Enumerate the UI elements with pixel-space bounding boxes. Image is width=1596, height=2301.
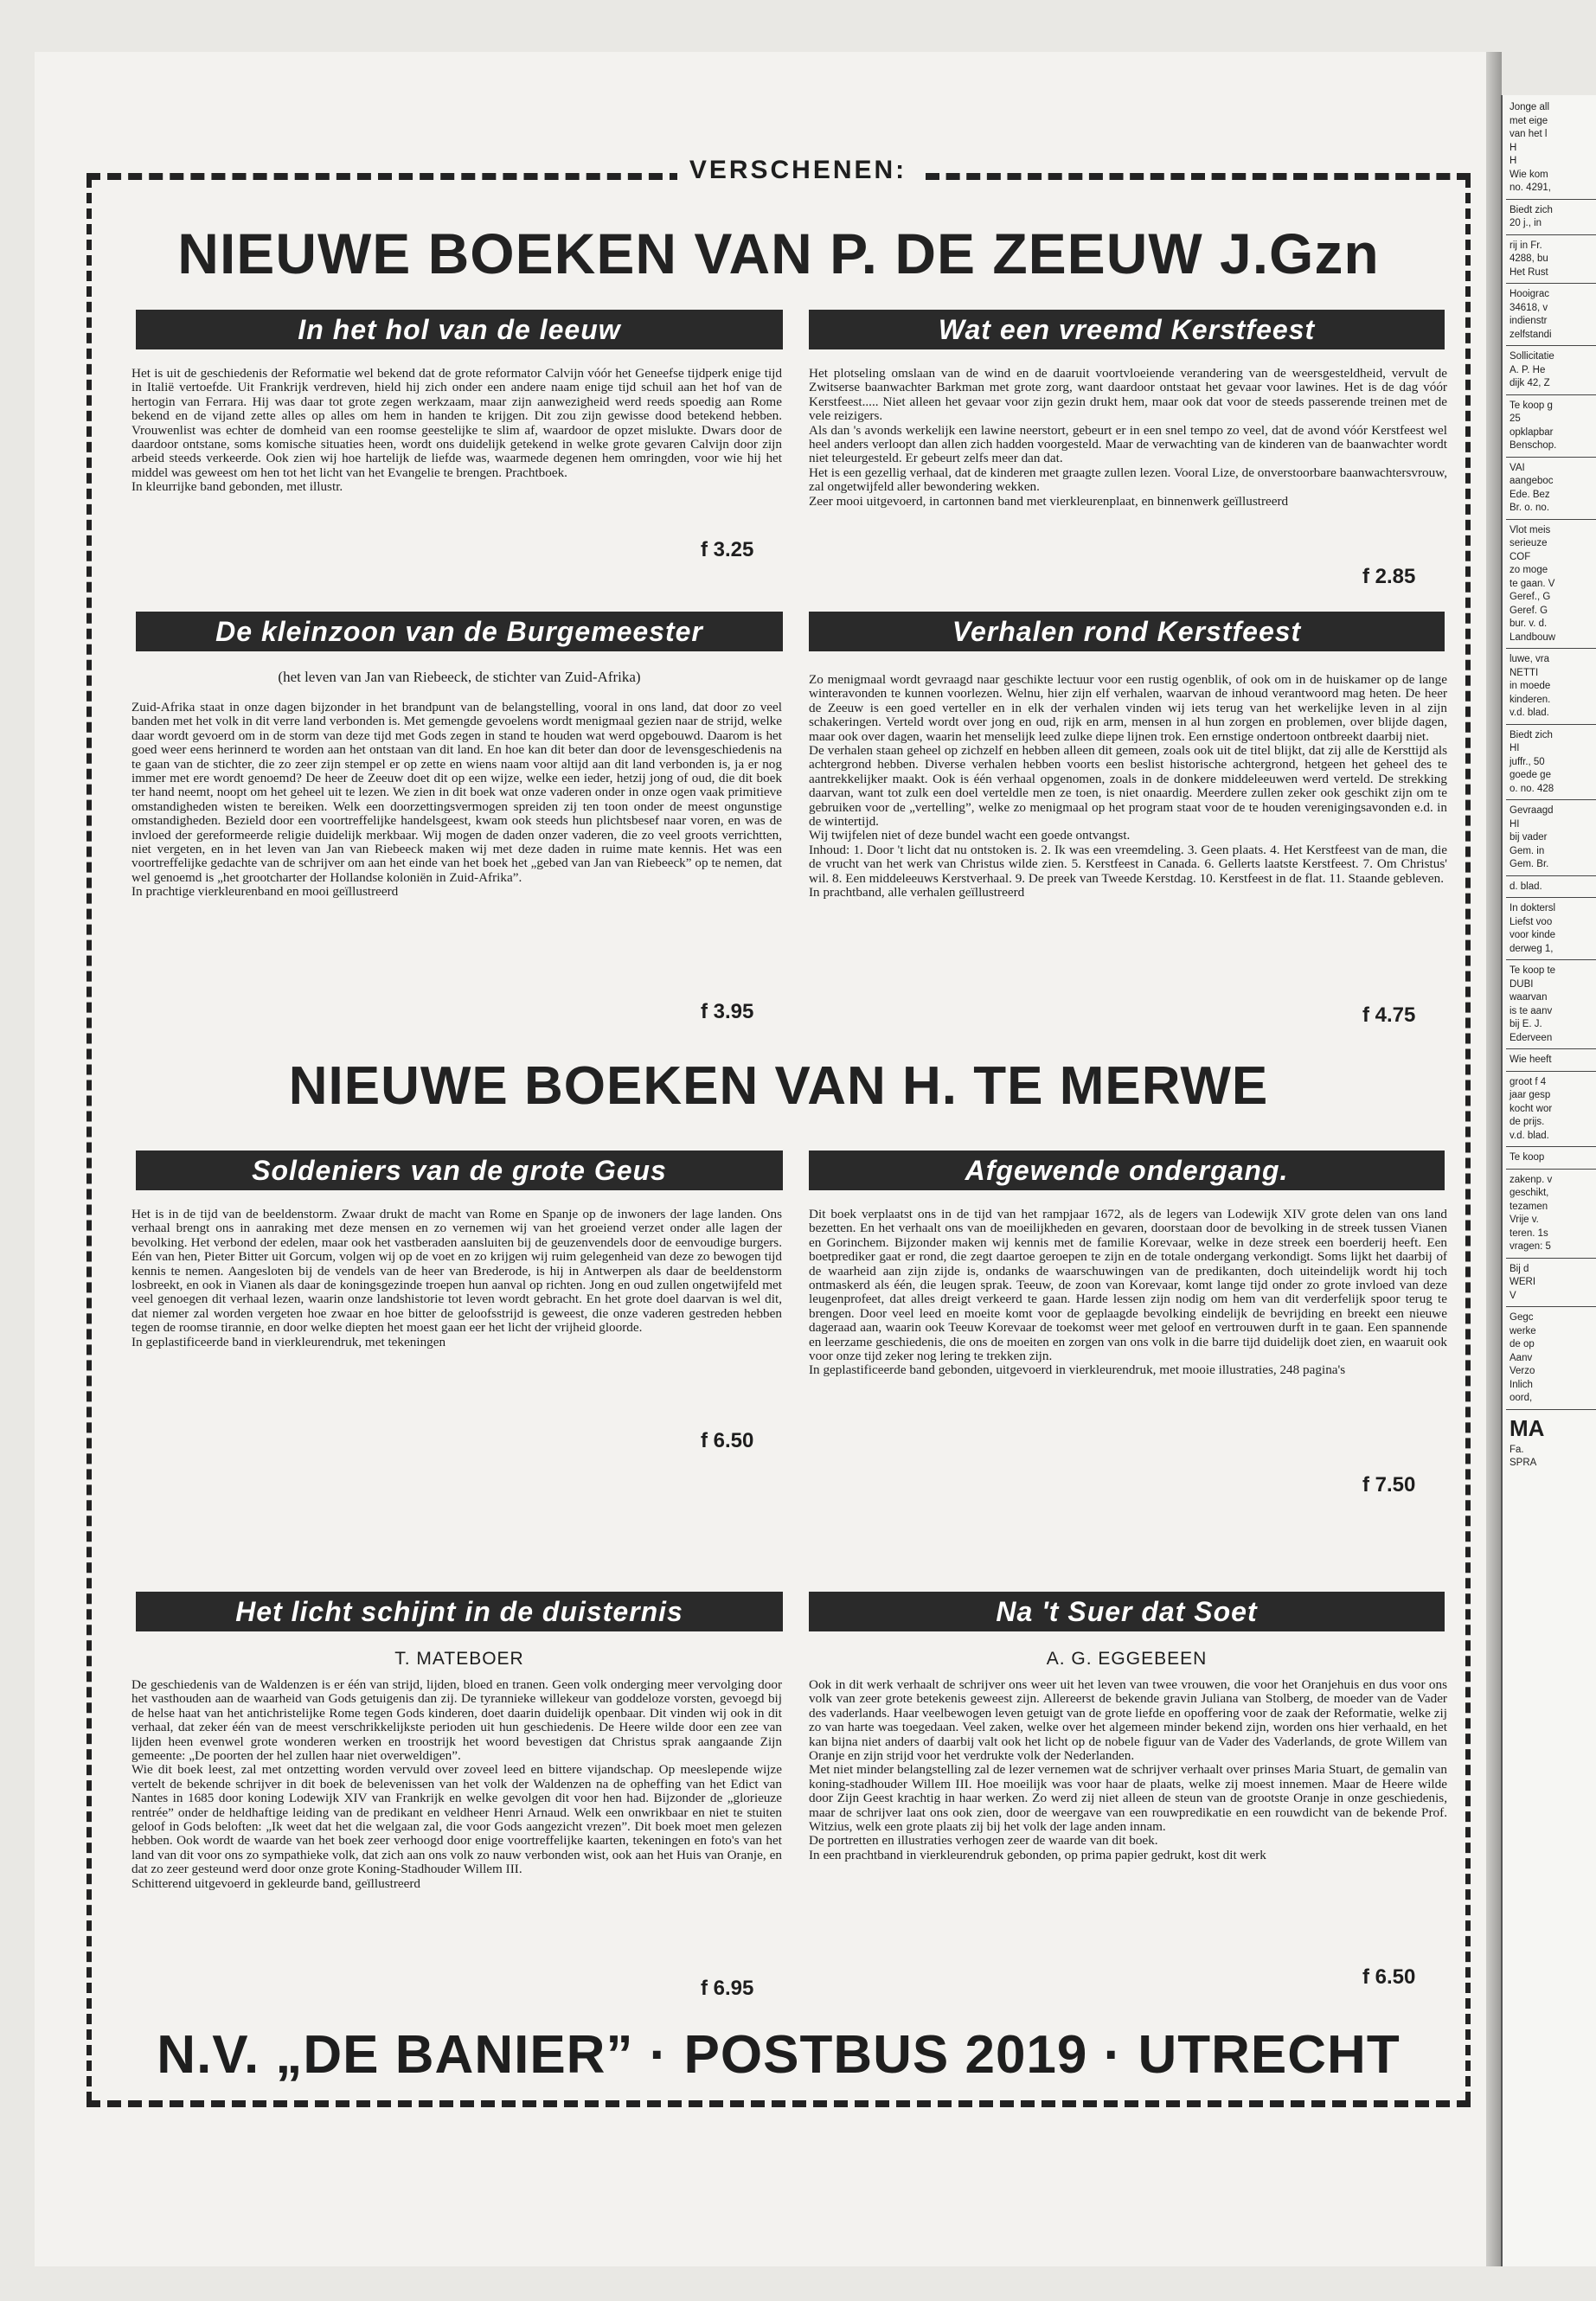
book-text-verhalen-kerstfeest: Zo menigmaal wordt gevraagd naar geschikte lectuur voor een rustig ogenblik, of ook om in de huiskamer op de lange winteravonden te kunnen voorlezen. Welnu, hier zijn elf verhalen, waarvan de inhoud verantwoord mag heten. De heer de Zeeuw is een goed verteller en in elk der verhalen vinden wij iets terug van het werkelijke leven in al zijn schakeringen. Verteld wordt over jong en oud, rijk en arm, mensen in al hun zorgen en problemen, over blijde dagen, maar ook over dagen, waarin het menselijk leed zulke diepe lijnen trok. Een ernstige ondertoon ontbreekt daarbij niet. De verhalen staan geheel op zichzelf en hebben alleen dit gemeen, zoals ook uit de titel blijkt, dat zij alle de Kersttijd als achtergrond hebben. Diverse verhalen hebben voorts een beslist historische achtergrond, hetgeen het geheel des te aantrekkelijker maakt. Ook is één verhaal opgenomen, zoals in de donkere middeleeuwen werd verteld. De strekking daarvan, want tot zulk een doel verteldle men ze toen, is niet onaardig. Meerdere zullen zeker ook geschikt zijn om te gebruiken voor de „vertelling”, welke zo menigmaal op het program staat voor de te houden verenigingsavonden e.d. in de wintertijd. Wij twijfelen niet of deze bundel wacht een goede ontvangst. Inhoud: 1. Door 't licht dat nu ontstoken is. 2. Ik was een vreemdeling. 3. Geen plaats. 4. Het Kerstfeest van de man, die de vrucht van het werk van Christus wilde zien. 5. Kerstfeest in Canada. 6. Gellerts laatste Kerstfeest. 7. Om Christus' wil. 8. Een middeleeuws Kerstverhaal. 9. De preek van Tweede Kerstdag. 10. Kerstfeest in de flat. 11. Staande gebleven. In prachtband, alle verhalen geïllustreerd — [809, 672, 1447, 901]
book-text-in-het-hol: Het is uit de geschiedenis der Reformatie wel bekend dat de grote reformator Calvijn vóór het Geneefse tijdperk enige tijd in Italië vertoefde. Uit Frankrijk verdreven, hield hij zich onder een andere naam enige tijd schuil aan het hof van de hertogin van Ferrara. Hij was daar tot grote zegen werkzaam, maar zijn aanwezigheid werd reeds spoedig aan Rome bekend en de vijand zette alles op alles om hem in handen te krijgen. Dit zou zijn gewisse dood betekend hebben. Vrouwenlist was echter de domheid van een roomse geestelijke te slim af, waardoor de opzet mislukte. Dwars door de daardoor ontstane, soms komische situaties heen, wordt ons duidelijk getekend in welke grote gevaren Calvijn door zijn arbeid steeds verkeerde. Ook zien wij hoe hartelijk de liefde was, waarmede degenen hem omringden, voor wie hij het middel was geweest om hen tot het licht van het Evangelie te brengen. Prachtboek. In kleurrijke band gebonden, met illustr. — [131, 366, 782, 495]
book-title-het-licht: Het licht schijnt in de duisternis — [136, 1592, 783, 1631]
title-de-zeeuw: NIEUWE BOEKEN VAN P. DE ZEEUW J.Gzn — [177, 221, 1380, 285]
strip-line: v.d. blad. — [1509, 708, 1549, 718]
strip-line: van het l — [1509, 129, 1548, 139]
classifieds-strip — [1501, 95, 1596, 2266]
strip-line: is te aanv — [1509, 1005, 1553, 1016]
strip-line: 20 j., in — [1509, 218, 1542, 228]
strip-line: Geref. G — [1509, 605, 1548, 616]
strip-rule — [1506, 1146, 1596, 1147]
strip-line: bur. v. d. — [1509, 619, 1548, 629]
strip-line: kinderen. — [1509, 694, 1551, 705]
strip-line: Jonge all — [1509, 102, 1550, 112]
strip-rule — [1506, 648, 1596, 649]
strip-line: V — [1509, 1290, 1516, 1301]
strip-line: v.d. blad. — [1509, 1130, 1549, 1141]
strip-line: MA — [1509, 1414, 1545, 1441]
book-price-kleinzoon: f 3.95 — [701, 1000, 754, 1023]
strip-rule — [1506, 283, 1596, 284]
book-title-kleinzoon: De kleinzoon van de Burgemeester — [136, 612, 783, 651]
strip-line: SPRA — [1509, 1458, 1537, 1468]
strip-line: H — [1509, 156, 1517, 166]
book-title-soldeniers: Soldeniers van de grote Geus — [136, 1150, 783, 1190]
strip-line: Aanv — [1509, 1352, 1533, 1363]
strip-line: Sollicitatie — [1509, 351, 1554, 362]
strip-line: Fa. — [1509, 1444, 1524, 1455]
strip-line: Inlich — [1509, 1379, 1533, 1390]
book-price-afgewende-ondergang: f 7.50 — [1362, 1473, 1416, 1497]
strip-rule — [1506, 1409, 1596, 1410]
strip-line: in moede — [1509, 681, 1551, 691]
strip-line: tezamen — [1509, 1201, 1548, 1212]
strip-line: Gem. in — [1509, 845, 1545, 856]
strip-line: jaar gesp — [1509, 1090, 1551, 1100]
strip-line: zo moge — [1509, 565, 1548, 575]
strip-line: zakenp. v — [1509, 1174, 1553, 1185]
strip-line: Te koop g — [1509, 400, 1553, 411]
strip-line: d. blad. — [1509, 881, 1542, 892]
strip-rule — [1506, 1071, 1596, 1072]
book-text-suer-soet: Ook in dit werk verhaalt de schrijver ons weer uit het leven van twee vrouwen, die voor het Oranjehuis en dus voor ons volk van zeer grote betekenis geweest zijn. Allereerst de bekende gravin Juliana van Stolberg, de moeder van de Vader des vaderlands. Haar veelbewogen leven getuigt van de grote liefde en opoffering voor de zaak der Reformatie, welke zij zo van harte was toegedaan. Veel zaken, welke over het algemeen minder bekend zijn, worden ons hier verhaald, en het kan bijna niet anders of daarbij valt ook het licht op de nobele figuur van de Vader des Vaderlands, de grote Willem van Oranje en zijn strijd voor het verdrukte volk der Nederlanden. Met niet minder belangstelling zal de lezer vernemen wat de schrijver verhaalt over prinses Maria Stuart, de gemalin van koning-stadhouder Willem III. Hoe moeilijk was voor haar de plaats, welke zij moest innemen. Maar de Heere wilde door Zijn Geest krachtig in haar werken. Zo werd zij niet alleen de steun van de grootste Oranje in onze geschiedenis, maar de schrijver laat ons ook zien, door de weergave van een rouwpredikatie en een rouwdicht van de bekende Prof. Witzius, welk een grote plaats zij bij het volk der lage anden innam. De portretten en illustraties verhogen zeer de waarde van dit boek. In een prachtband in vierkleurendruk gebonden, op prima papier gedrukt, kost dit werk — [809, 1677, 1447, 1862]
strip-line: goede ge — [1509, 770, 1551, 780]
strip-line: opklapbar — [1509, 426, 1554, 438]
strip-line: NETTI — [1509, 667, 1539, 678]
strip-line: HI — [1509, 818, 1520, 830]
strip-rule — [1506, 1258, 1596, 1259]
strip-line: no. 4291, — [1509, 183, 1551, 193]
book-price-vreemd-kerstfeest: f 2.85 — [1362, 565, 1416, 588]
book-price-het-licht: f 6.95 — [701, 1977, 754, 2000]
strip-line: Wie kom — [1509, 169, 1548, 180]
verschenen-label: VERSCHENEN: — [0, 156, 1596, 185]
strip-line: Biedt zich — [1509, 204, 1553, 215]
strip-line: dijk 42, Z — [1509, 378, 1550, 388]
strip-line: de prijs. — [1509, 1117, 1545, 1127]
strip-rule — [1506, 1306, 1596, 1307]
strip-rule — [1506, 875, 1596, 876]
strip-line: Br. o. no. — [1509, 503, 1550, 513]
book-title-suer-soet: Na 't Suer dat Soet — [809, 1592, 1445, 1631]
book-text-soldeniers: Het is in de tijd van de beeldenstorm. Zwaar drukt de macht van Rome en Spanje op de inwoners der lage landen. Ons verhaal brengt ons in aanraking met deze mensen en zo vernemen wij van het groeiend verzet onder alle lagen der bevolking. Het verbond der edelen, maar ook het vastberaden aansluiten bij de geuzenvendels door de eenvoudige burgers. Eén van hen, Pieter Bitter uit Gorcum, volgen wij op de voet en zo krijgen wij ruim gelegenheid van deze zo bewogen tijd kennis te nemen. Aangesloten bij de vendels van de heer van Brederode, is hij in Antwerpen als daar de beeldenstorm losbreekt, en ook in Vianen als daar de koningsgezinde troepen hun aanval op richten. Jong en oud zullen ongetwijfeld met veel genoegen dit verhaal lezen, waarin onze landshistorie tot leven wordt gebracht. En het grote doel daarvan is wel dit, dat niemer zal worden vergeten hoe zwaar en hoe bitter de geloofsstrijd is geweest, die onze vaderen gestreden hebben tegen de roomse tirannie, en door welke diepten het moest gaan eer het licht der vrijheid gloorde. In geplastificeerde band in vierkleurendruk, met tekeningen — [131, 1207, 782, 1349]
strip-line: Gevraagd — [1509, 805, 1554, 816]
strip-rule — [1506, 519, 1596, 520]
strip-line: Benschop. — [1509, 440, 1557, 451]
strip-rule — [1506, 799, 1596, 800]
strip-line: Vrije v. — [1509, 1215, 1539, 1225]
strip-line: 25 — [1509, 413, 1521, 424]
strip-rule — [1506, 1169, 1596, 1170]
bottom-dash — [87, 2100, 1471, 2107]
book-title-in-het-hol: In het hol van de leeuw — [136, 310, 783, 349]
strip-line: voor kinde — [1509, 930, 1556, 940]
strip-line: HI — [1509, 743, 1520, 753]
strip-line: Wie heeft — [1509, 1054, 1552, 1065]
strip-line: H — [1509, 142, 1517, 153]
strip-line: serieuze — [1509, 538, 1548, 548]
page-fold-shadow — [1486, 52, 1502, 2266]
strip-line: bij vader — [1509, 832, 1548, 843]
strip-line: A. P. He — [1509, 364, 1546, 375]
strip-line: kocht wor — [1509, 1103, 1553, 1114]
book-text-het-licht: De geschiedenis van de Waldenzen is er één van strijd, lijden, bloed en tranen. Geen volk onderging meer vervolging door het vasthouden aan de waarheid van Gods getuigenis dan zij. De tyrannieke willekeur van goddeloze vorsten, gevoegd bij de helse haat van het antichristelijke Rome tegen Gods kinderen, doet daarin duidelijk openbaar. Dit vinden wij ook in dit verhaal, dat zeker één van de meest verschrikkelijkste perioden uit hun geschiedenis. De Heere wilde door een zee van lijden heen evenwel grote wonderen werken en troostrijk het woord bevestigen dat Christus sprak aangaande Zijn gemeente: „De poorten der hel zullen haar niet overweldigen”. Wie dit boek leest, zal met ontzetting worden vervuld over zoveel leed en bittere vijandschap. Op meeslepende wijze vertelt de bekende schrijver in dit boek de belevenissen van het volk der Waldenzen na de opheffing van het Edict van Nantes in 1685 door koning Lodewijk XIV van Frankrijk en welke gevolgen dit voor hen had. Bijzonder de „glorieuze rentrée” onder de heldhaftige leiding van de predikant en veldheer Henri Arnaud. Welk een onwrikbaar en niet te stuiten geloof in Gods beloften: „Ik weet dat het die welgaan zal, die voor Gods aangezicht vrezen”. Dit boek moet men gelezen hebben. Ook wordt de waarde van het boek zeer verhoogd door enige voortreffelijke kaarten, tekeningen en foto's van het land van dit voor ons zo sympathieke volk, dat zich aan ons volk zo nauw verbonden wist, ook aan het Huis van Oranje, en dat zo zeer gesteund werd door onze grote Koning-Stadhouder Willem III. Schitterend uitgevoerd in gekleurde band, geïllustreerd — [131, 1677, 782, 1891]
strip-line: juffr., 50 — [1509, 756, 1545, 767]
strip-line: WERI — [1509, 1277, 1536, 1287]
book-title-verhalen-kerstfeest: Verhalen rond Kerstfeest — [809, 612, 1445, 651]
book-title-vreemd-kerstfeest: Wat een vreemd Kerstfeest — [809, 310, 1445, 349]
book-title-afgewende-ondergang: Afgewende ondergang. — [809, 1150, 1445, 1190]
strip-line: groot f 4 — [1509, 1076, 1547, 1087]
strip-line: 4288, bu — [1509, 253, 1548, 264]
strip-line: Verzo — [1509, 1366, 1535, 1376]
strip-line: Geref., G — [1509, 592, 1551, 602]
strip-line: Gegc — [1509, 1312, 1534, 1323]
title-te-merwe: NIEUWE BOEKEN VAN H. TE MERWE — [288, 1056, 1269, 1116]
strip-rule — [1506, 959, 1596, 960]
strip-line: teren. 1s — [1509, 1227, 1548, 1239]
strip-line: indienstr — [1509, 316, 1548, 326]
strip-line: vragen: 5 — [1509, 1241, 1551, 1252]
strip-rule — [1506, 457, 1596, 458]
book-text-vreemd-kerstfeest: Het plotseling omslaan van de wind en de daaruit voortvloeiende verandering van de weersgesteldheid, vervult de Zwitserse baanwachter Barkman met grote zorg, want daardoor ontstaat het gevaar voor lawines. Het is de dag vóór Kerstfeest..... Niet alleen het gevaar voor zijn gezin drukt hem, maar ook dat voor de steeds passerende treinen met de vele reizigers. Als dan 's avonds werkelijk een lawine neerstort, gebeurt er in een snel tempo zo veel, dat de avond vóór Kerstfeest wel heel anders verloopt dan allen zich hadden voorgesteld. Maar de verwachting van de kinderen van de baanwachter wordt niet teleurgesteld. Er gebeurt zelfs meer dan dat. Het is een gezellig verhaal, dat de kinderen met graagte zullen lezen. Vooral Lize, de onverstoorbare baanwachtersvrouw, zal ongetwijfeld aller bewondering wekken. Zeer mooi uitgevoerd, in cartonnen band met vierkleurenplaat, en binnenwerk geïllustreerd — [809, 366, 1447, 509]
book-text-kleinzoon: Zuid-Afrika staat in onze dagen bijzonder in het brandpunt van de belangstelling, vooral in ons land, dat door zo veel banden met het volk in dit verre land verbonden is. Met gemengde gevoelens wordt menigmaal gezien naar de strijd, welke daar wordt gevoerd om in de storm van deze tijd met Gods zegen in stand te houden wat werd opgebouwd. Daarom is het goed weer eens herinnerd te worden aan het ontstaan van dit land. En hoe kan dit beter dan door de levensgeschiedenis na te gaan van de stichter, die zo zeer zijn stempel er op zette en wiens naam voor altijd aan dit land verbonden is, ja er nog immer met ere wordt genoemd? De heer de Zeeuw doet dit op een wijze, welke een ieder, hetzij jong of oud, die dit boek ter hand neemt, noopt om het geheel uit te lezen. We zien in dit boek wat onze vaderen onder in onze ogen vaak primitieve omstandigheden wisten te bereiken. Welk een doorzettingsvermogen spreiden zij ten toon onder de meest ongunstige omstandigheden. Bezield door een voortreffelijke handelsgeest, kwam ook steeds hun plichtsbesef naar voren, en was de invloed der gereformeerde religie duidelijk merkbaar. Wij mogen de daden onzer vaderen, die zo veel groots verrichtten, niet vergeten, en in het leven van Jan van Riebeeck maken wij met deze daden in ruime mate kennis. Het was een voortreffelijke gedachte van de schrijver om aan het einde van het boek het „gebed van Jan van Riebeeck” op te nemen, dat wel genoemd is „het grootcharter der Hollandse koloniën in Zuid-Afrika”. In prachtige vierkleurenband en mooi geïllustreerd — [131, 700, 782, 900]
strip-line: luwe, vra — [1509, 654, 1550, 664]
strip-line: geschikt, — [1509, 1188, 1549, 1198]
strip-line: Hooigrac — [1509, 289, 1550, 299]
strip-line: VAI — [1509, 462, 1525, 473]
book-price-suer-soet: f 6.50 — [1362, 1965, 1416, 1989]
strip-line: Gem. Br. — [1509, 859, 1549, 869]
strip-line: werke — [1509, 1325, 1536, 1336]
strip-line: Ede. Bez — [1509, 489, 1550, 500]
book-price-verhalen-kerstfeest: f 4.75 — [1362, 1003, 1416, 1027]
strip-line: Het Rust — [1509, 266, 1548, 278]
strip-rule — [1506, 897, 1596, 898]
strip-line: Vlot meis — [1509, 524, 1551, 535]
strip-line: te gaan. V — [1509, 578, 1555, 589]
strip-line: o. no. 428 — [1509, 783, 1554, 794]
strip-line: oord, — [1509, 1393, 1533, 1403]
strip-line: aangeboc — [1509, 476, 1554, 486]
strip-rule — [1506, 234, 1596, 235]
strip-line: derweg 1, — [1509, 943, 1554, 954]
strip-rule — [1506, 1048, 1596, 1049]
book-price-soldeniers: f 6.50 — [701, 1429, 754, 1452]
book-author-eggebeen: A. G. EGGEBEEN — [1046, 1649, 1208, 1669]
strip-line: Ederveen — [1509, 1032, 1553, 1043]
book-text-afgewende-ondergang: Dit boek verplaatst ons in de tijd van het rampjaar 1672, als de legers van Lodewijk XIV grote delen van ons land bezetten. En het verhaalt ons van de moeilijkheden en gevaren, doorstaan door de bevolking in de streek tussen Vianen en Gorinchem. Bijzonder maken wij kennis met de familie Korevaar, welke in deze streek een boerderij heeft. Een boetprediker gaat er rond, die zegt daartoe geroepen te zijn en de totale ondergang verkondigt. Soms lijkt het daarbij of de waarheid aan zijn zijde is, ondanks de waarschuwingen van de predikanten, doch uiteindelijk wordt hij toch ontmaskerd als één, die leugen sprak. Teeuw, de zoon van Korevaar, komt lange tijd onder zo grote invloed van deze leugenprofeet, dat alles dreigt verkeerd te gaan. Harde lessen zijn nodig om hem van dit verderfelijk spoor terug te brengen. Door veel leed en moeite komt voor de geplaagde bevolking eindelijk de bevrijding en breekt een nieuwe dageraad aan, waarin ook Teeuw Korevaar de toekomst weer met geloof en vertrouwen durft in te gaan. Een spannende en leerzame geschiedenis, die ons de moeiten en zorgen van ons volk in die barre tijd duidelijk doet zien, en waaruit ook voor onze tijd zeker nog lering te trekken zijn. In geplastificeerde band gebonden, uitgevoerd in vierkleurendruk, met mooie illustraties, 248 pagina's — [809, 1207, 1447, 1378]
strip-line: Bij d — [1509, 1263, 1529, 1274]
strip-line: met eige — [1509, 115, 1548, 126]
strip-rule — [1506, 394, 1596, 395]
strip-line: In doktersl — [1509, 903, 1556, 913]
strip-line: Te koop te — [1509, 965, 1556, 976]
strip-line: Te koop — [1509, 1152, 1545, 1163]
strip-line: rij in Fr. — [1509, 240, 1542, 251]
book-price-in-het-hol: f 3.25 — [701, 538, 754, 561]
strip-line: zelfstandi — [1509, 329, 1552, 340]
strip-line: Biedt zich — [1509, 729, 1553, 740]
strip-line: 34618, v — [1509, 302, 1548, 313]
publisher-footer: N.V. „DE BANIER” · POSTBUS 2019 · UTRECHT — [157, 2025, 1401, 2085]
strip-rule — [1506, 199, 1596, 200]
strip-line: bij E. J. — [1509, 1019, 1542, 1029]
strip-line: de op — [1509, 1339, 1535, 1349]
strip-line: waarvan — [1509, 992, 1548, 1003]
strip-line: COF — [1509, 551, 1531, 562]
strip-rule — [1506, 345, 1596, 346]
strip-line: Liefst voo — [1509, 916, 1553, 927]
book-subtitle-kleinzoon: (het leven van Jan van Riebeeck, de stichter van Zuid-Afrika) — [278, 669, 641, 685]
strip-line: DUBI — [1509, 978, 1534, 990]
strip-line: Landbouw — [1509, 631, 1556, 643]
book-author-mateboer: T. MATEBOER — [394, 1649, 524, 1669]
strip-rule — [1506, 724, 1596, 725]
